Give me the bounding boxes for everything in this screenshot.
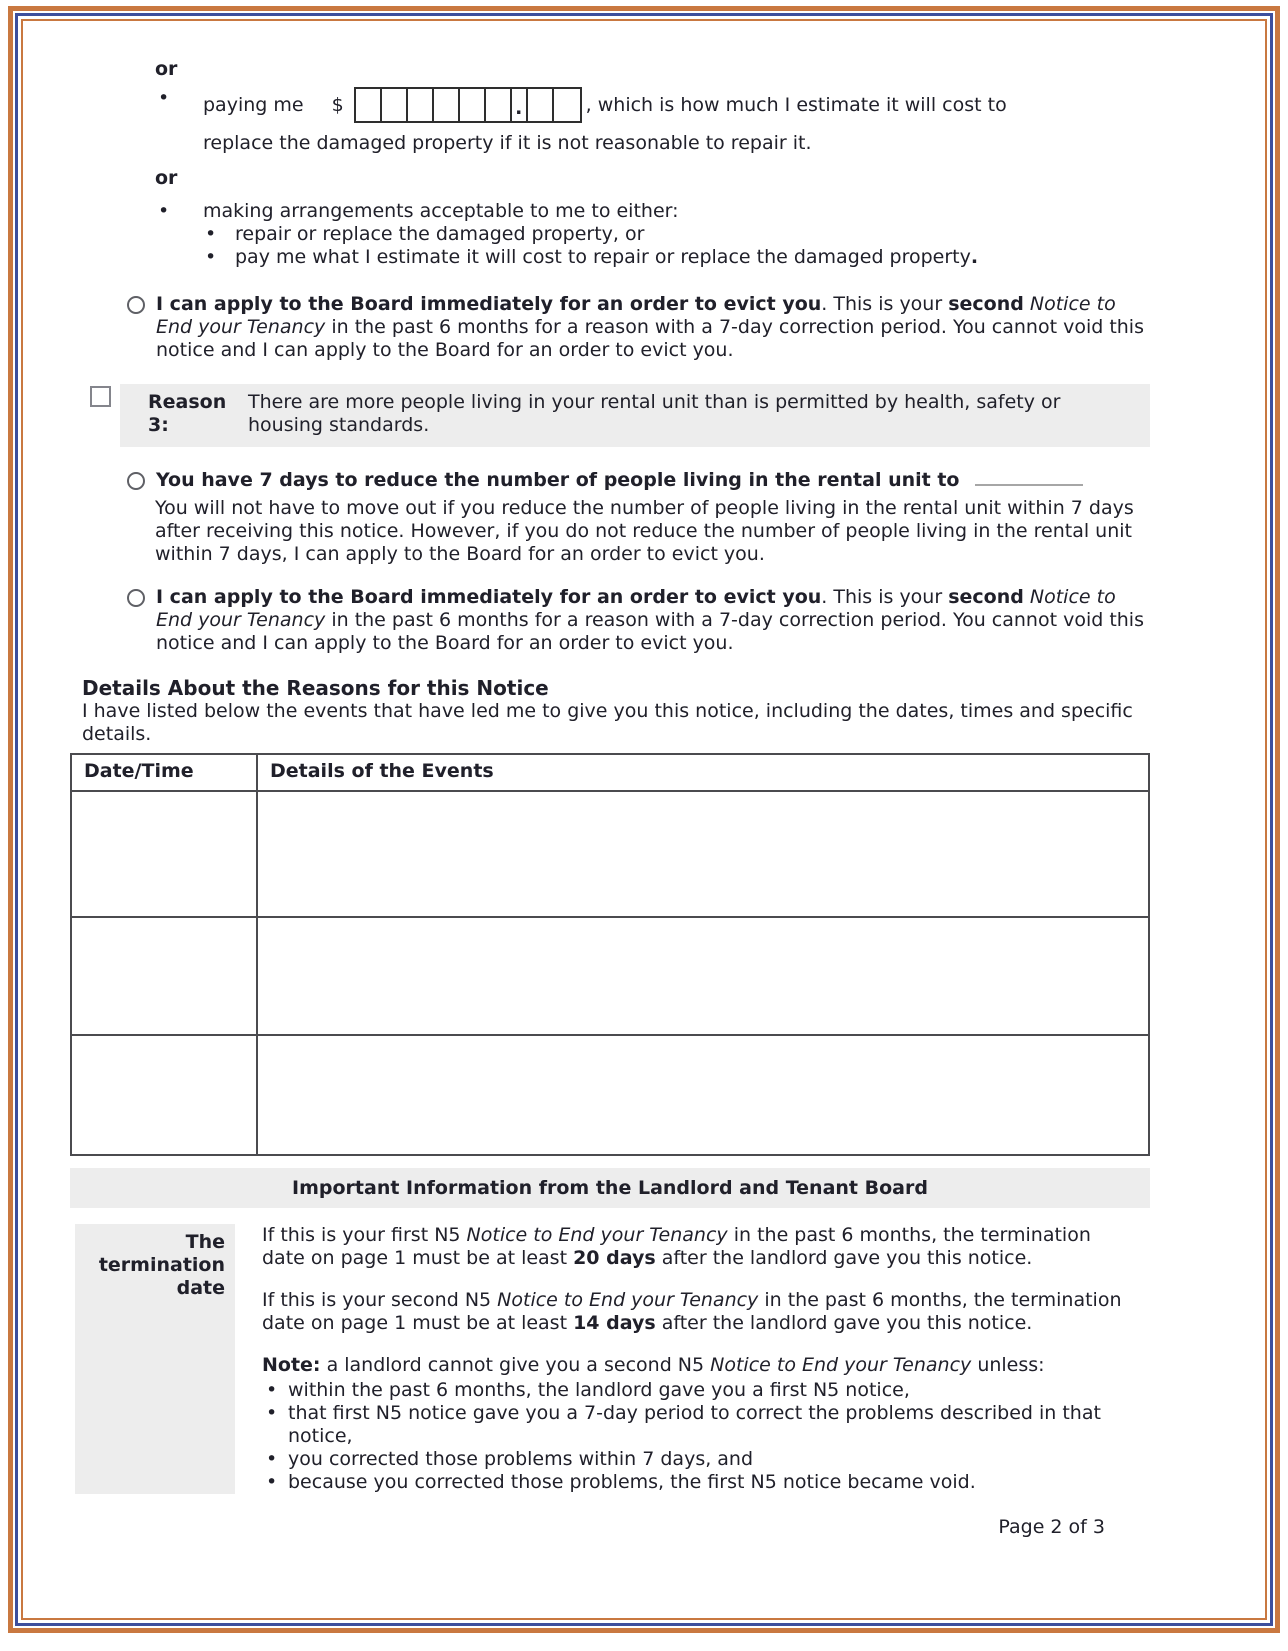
date-time-cell-3[interactable] <box>71 1035 257 1155</box>
note-bullet-item <box>262 1402 1130 1448</box>
text-segment: 20 days <box>573 1247 656 1269</box>
table-row <box>71 791 1149 917</box>
events-table-header-row <box>71 754 1149 791</box>
table-row <box>71 917 1149 1035</box>
text-segment: Note: <box>262 1354 321 1376</box>
text-segment: I can apply to the Board immediately for an order to evict you <box>156 293 822 315</box>
text-segment: 14 days <box>573 1312 656 1334</box>
page-number: Page 2 of 3 <box>998 1516 1105 1538</box>
text-segment: in the past 6 months for a reason with a 7-day correction period. You cannot void this notice and I can apply to the Board for an order to evict you. <box>156 316 1144 361</box>
note-bullet-text: you corrected those problems within 7 days, and <box>288 1448 754 1470</box>
reason-3-section <box>70 384 1150 447</box>
text-segment: in the past 6 months, the termination date on page 1 must be at least <box>262 1289 1122 1334</box>
important-info-heading: Important Information from the Landlord and Tenant Board <box>70 1168 1150 1208</box>
bullet-icon: • <box>266 1379 278 1401</box>
note-bullet-list <box>262 1379 1130 1494</box>
evict-immediately-radio-2[interactable] <box>127 589 145 607</box>
text-segment: Notice to End your Tenancy <box>710 1354 972 1376</box>
col-header-details: Details of the Events <box>257 754 1149 791</box>
arrangements-lead: making arrangements acceptable to me to either: <box>203 200 679 222</box>
cost-digit-cell-2[interactable] <box>382 89 408 121</box>
cost-digit-cell-5[interactable] <box>460 89 486 121</box>
form-page-content <box>70 58 1150 1539</box>
note-bullet-text: within the past 6 months, the landlord gave you a first N5 notice, <box>288 1379 910 1401</box>
cost-digit-cell-1[interactable] <box>356 89 382 121</box>
arrangement-sub-item-2 <box>205 246 1150 269</box>
arrangement-sub-text-1: repair or replace the damaged property, or <box>235 223 645 245</box>
dollar-sign: $ <box>331 93 344 116</box>
arrangements-option <box>158 200 1150 269</box>
termination-content <box>262 1224 1150 1494</box>
cost-digit-cell-6[interactable] <box>486 89 512 121</box>
text-segment: after the landlord gave you this notice. <box>655 1312 1033 1334</box>
paying-me-option <box>158 87 1150 155</box>
note-bullet-text: because you corrected those problems, the first N5 notice became void. <box>288 1471 976 1493</box>
note-bullet-item <box>262 1379 1130 1402</box>
evict-option-1-text <box>156 293 1150 362</box>
cost-cents-cell-1[interactable] <box>528 89 554 121</box>
evict-option-2-text <box>156 586 1150 655</box>
paying-second-line: replace the damaged property if it is not reasonable to repair it. <box>203 132 812 154</box>
arrangement-sub-text-2-body: pay me what I estimate it will cost to repair or replace the damaged property <box>235 246 971 268</box>
evict-immediately-radio-1[interactable] <box>127 296 145 314</box>
bullet-icon: • <box>205 223 217 245</box>
details-cell-2[interactable] <box>257 917 1149 1035</box>
text-segment: If this is your first N5 <box>262 1224 467 1246</box>
text-segment: . This is your <box>821 586 949 608</box>
text-segment: unless: <box>971 1354 1045 1376</box>
first-notice-paragraph <box>262 1224 1130 1270</box>
cost-cents-cell-2[interactable] <box>554 89 580 121</box>
text-segment: second <box>948 293 1024 315</box>
bullet-icon: • <box>266 1402 278 1424</box>
termination-section <box>75 1224 1150 1494</box>
events-table <box>70 753 1150 1156</box>
reason-3-text: There are more people living in your rental unit than is permitted by health, safety or housing standards. <box>248 391 1061 436</box>
cost-digit-cell-4[interactable] <box>434 89 460 121</box>
details-cell-1[interactable] <box>257 791 1149 917</box>
evict-option-1 <box>127 293 1150 362</box>
text-segment: after the landlord gave you this notice. <box>655 1247 1033 1269</box>
termination-sidebar-label: The termination date <box>75 1224 235 1494</box>
text-segment: in the past 6 months, the termination date on page 1 must be at least <box>262 1224 1091 1269</box>
col-header-date-time: Date/Time <box>71 754 257 791</box>
number-of-people-input[interactable] <box>975 470 1083 486</box>
paying-me-label: paying me <box>203 93 304 116</box>
details-intro: I have listed below the events that have led me to give you this notice, including the dates, times and specific details. <box>82 700 1133 745</box>
reduce-people-option <box>127 469 1150 492</box>
note-bullet-item <box>262 1448 1130 1471</box>
reduce-explanation: You will not have to move out if you reduce the number of people living in the rental unit within 7 days after receiving this notice. However, if you do not reduce the number of people living in the rental unit within 7 days, I can apply to the Board for an order to evict you. <box>155 497 1134 565</box>
details-section-heading: Details About the Reasons for this Notice <box>82 676 549 700</box>
note-bullet-text: that first N5 notice gave you a 7-day period to correct the problems described in that notice, <box>288 1402 1101 1447</box>
note-paragraph <box>262 1354 1130 1377</box>
reduce-people-radio[interactable] <box>127 472 145 490</box>
text-segment: in the past 6 months for a reason with a 7-day correction period. You cannot void this notice and I can apply to the Board for an order to evict you. <box>156 609 1144 654</box>
estimated-cost-input[interactable] <box>354 87 582 123</box>
date-time-cell-2[interactable] <box>71 917 257 1035</box>
text-segment: Notice to End your Tenancy <box>156 586 1116 631</box>
details-cell-3[interactable] <box>257 1035 1149 1155</box>
reason-3-label: Reason 3: <box>148 391 227 436</box>
text-segment: Notice to End your Tenancy <box>497 1289 759 1311</box>
arrangement-sub-item-1 <box>205 223 1150 246</box>
text-segment: . This is your <box>821 293 949 315</box>
reduce-people-text <box>156 469 1150 492</box>
cost-digit-cell-3[interactable] <box>408 89 434 121</box>
text-segment: You have 7 days to reduce the number of people living in the rental unit to <box>156 469 960 491</box>
text-segment: Notice to End your Tenancy <box>466 1224 728 1246</box>
bullet-icon: • <box>266 1471 278 1493</box>
text-segment: a landlord cannot give you a second N5 <box>320 1354 711 1376</box>
bullet-icon: • <box>205 246 217 268</box>
arrangement-sub-text-2 <box>235 246 978 269</box>
date-time-cell-1[interactable] <box>71 791 257 917</box>
bullet-icon: • <box>158 87 170 109</box>
decimal-point: . <box>512 89 528 121</box>
bullet-icon: • <box>158 200 170 222</box>
or-separator-1: or <box>155 58 178 80</box>
arrangement-sub-text-2-period: . <box>970 246 979 268</box>
paying-after-text: , which is how much I estimate it will cost to <box>585 93 1007 116</box>
text-segment: second <box>948 586 1024 608</box>
table-row <box>71 1035 1149 1155</box>
text-segment: Notice to End your Tenancy <box>156 293 1116 338</box>
note-bullet-item <box>262 1471 1130 1494</box>
bullet-icon: • <box>266 1448 278 1470</box>
reason-3-band <box>120 384 1150 447</box>
reason-3-checkbox[interactable] <box>90 386 111 407</box>
second-notice-paragraph <box>262 1289 1130 1335</box>
text-segment: I can apply to the Board immediately for an order to evict you <box>156 586 822 608</box>
text-segment: If this is your second N5 <box>262 1289 498 1311</box>
evict-option-2 <box>127 586 1150 655</box>
or-separator-2: or <box>155 167 178 189</box>
